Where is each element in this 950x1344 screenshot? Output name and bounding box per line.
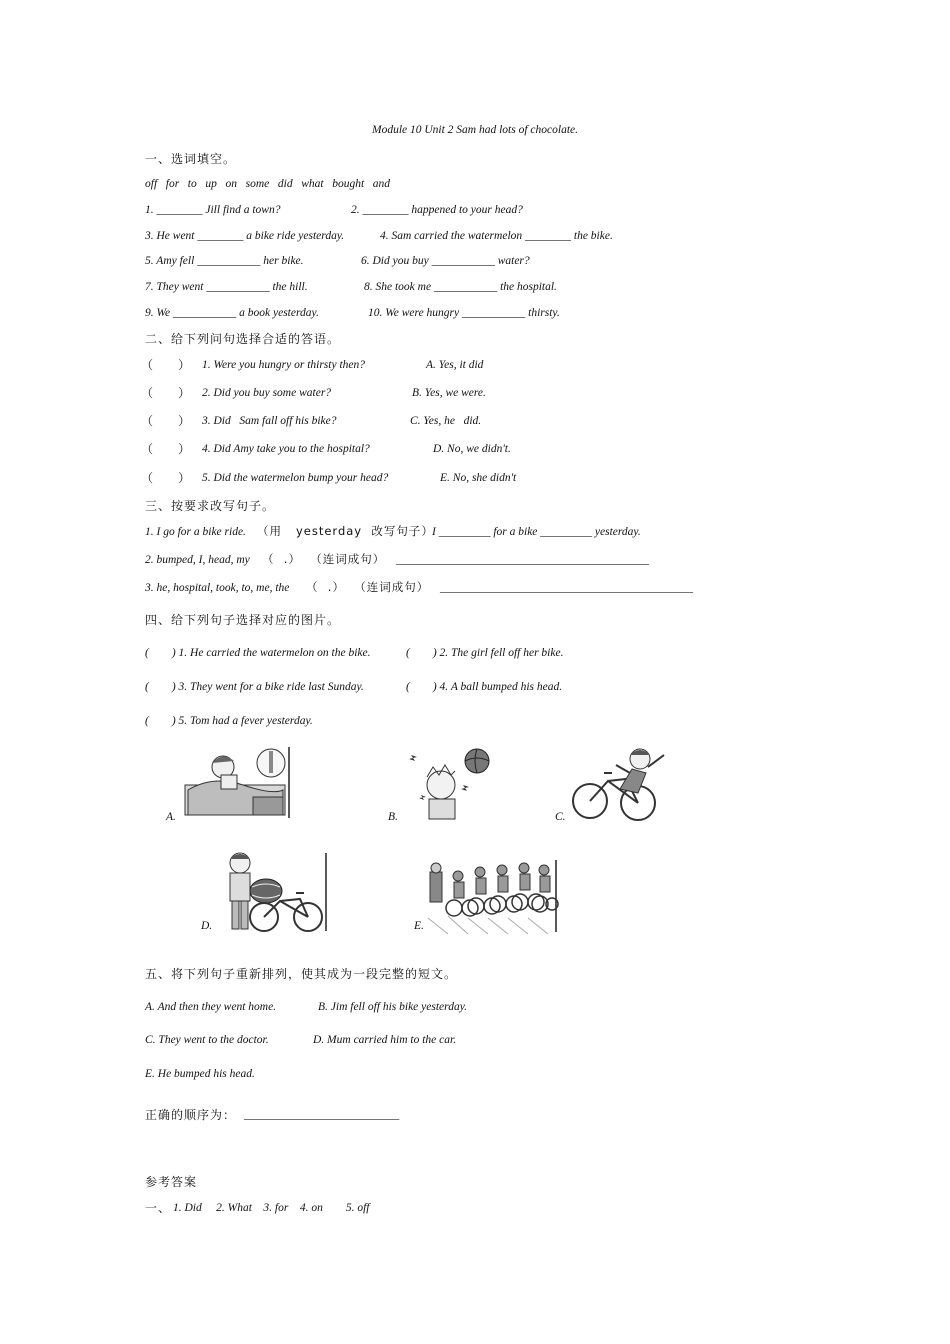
answers-prefix: 一、 xyxy=(145,1201,172,1215)
rewrite-answer-1: I _________ for a bike _________ yesterday. xyxy=(432,526,641,538)
question-2: 2. Did you buy some water? xyxy=(202,387,332,399)
section3-heading: 三、按要求改写句子。 xyxy=(145,499,276,513)
fill-item-6: 6. Did you buy ___________ water? xyxy=(361,255,530,267)
picture-label-e: E. xyxy=(414,920,424,932)
picture-d-watermelon-bike xyxy=(220,851,330,933)
fill-item-3: 3. He went ________ a bike ride yesterday. xyxy=(145,230,345,242)
picture-label-d: D. xyxy=(201,920,213,932)
question-3: 3. Did Sam fall off his bike? xyxy=(202,415,337,427)
answer-d: D. No, we didn't. xyxy=(433,443,511,455)
answer-paren: （ ） xyxy=(141,471,192,485)
answer-paren: （ ） xyxy=(141,358,192,372)
answer-e: E. No, she didn't xyxy=(440,472,517,484)
section1-heading: 一、选词填空。 xyxy=(145,152,237,166)
question-5: 5. Did the watermelon bump your head? xyxy=(202,472,389,484)
match-item-2: ( ) 2. The girl fell off her bike. xyxy=(406,647,564,659)
rewrite-instruction-3: （ .） （连词成句） xyxy=(306,580,430,594)
word-bank: off for to up on some did what bought and xyxy=(145,178,391,190)
answer-paren: （ ） xyxy=(141,414,192,428)
fill-item-8: 8. She took me ___________ the hospital. xyxy=(364,281,557,293)
picture-e-group-ride xyxy=(428,858,560,934)
picture-label-a: A. xyxy=(166,811,176,823)
fill-item-9: 9. We ___________ a book yesterday. xyxy=(145,307,319,319)
order-sentence-a: A. And then they went home. xyxy=(145,1001,277,1013)
order-label: 正确的顺序为： xyxy=(145,1108,237,1122)
rewrite-prompt-1: 1. I go for a bike ride. xyxy=(145,526,246,538)
picture-b-ball-bump xyxy=(403,745,495,820)
section2-heading: 二、给下列问句选择合适的答语。 xyxy=(145,332,341,346)
fill-item-1: 1. ________ Jill find a town? xyxy=(145,204,281,216)
order-sentence-d: D. Mum carried him to the car. xyxy=(313,1034,457,1046)
answers-line-1: 1. Did 2. What 3. for 4. on 5. off xyxy=(173,1202,370,1214)
question-1: 1. Were you hungry or thirsty then? xyxy=(202,359,366,371)
match-item-4: ( ) 4. A ball bumped his head. xyxy=(406,681,563,693)
rewrite-instruction-2: （ .） （连词成句） xyxy=(262,552,386,566)
picture-a-sick-boy xyxy=(183,745,293,820)
match-item-1: ( ) 1. He carried the watermelon on the bike. xyxy=(145,647,371,659)
rewrite-answer-line-3: ____________________________________________ xyxy=(440,582,693,594)
answers-heading: 参考答案 xyxy=(145,1175,198,1189)
fill-item-5: 5. Amy fell ___________ her bike. xyxy=(145,255,304,267)
rewrite-answer-line-2: ____________________________________________ xyxy=(396,554,649,566)
match-item-3: ( ) 3. They went for a bike ride last Sunday. xyxy=(145,681,364,693)
order-answer-line: ___________________________ xyxy=(244,1109,400,1121)
section4-heading: 四、给下列句子选择对应的图片。 xyxy=(145,613,341,627)
rewrite-instruction-1: （用 yesterday 改写句子） xyxy=(257,524,434,538)
rewrite-prompt-2: 2. bumped, I, head, my xyxy=(145,554,250,566)
answer-a: A. Yes, it did xyxy=(426,359,484,371)
answer-b: B. Yes, we were. xyxy=(412,387,486,399)
picture-c-girl-falls xyxy=(568,743,678,823)
section5-heading: 五、将下列句子重新排列，使其成为一段完整的短文。 xyxy=(145,967,458,981)
order-sentence-c: C. They went to the doctor. xyxy=(145,1034,269,1046)
answer-c: C. Yes, he did. xyxy=(410,415,482,427)
page-title: Module 10 Unit 2 Sam had lots of chocolate. xyxy=(371,124,579,136)
fill-item-10: 10. We were hungry ___________ thirsty. xyxy=(368,307,560,319)
picture-label-b: B. xyxy=(388,811,398,823)
order-sentence-e: E. He bumped his head. xyxy=(145,1068,255,1080)
fill-item-2: 2. ________ happened to your head? xyxy=(351,204,523,216)
order-sentence-b: B. Jim fell off his bike yesterday. xyxy=(318,1001,468,1013)
answer-paren: （ ） xyxy=(141,442,192,456)
fill-item-7: 7. They went ___________ the hill. xyxy=(145,281,308,293)
rewrite-prompt-3: 3. he, hospital, took, to, me, the xyxy=(145,582,290,594)
answer-paren: （ ） xyxy=(141,386,192,400)
match-item-5: ( ) 5. Tom had a fever yesterday. xyxy=(145,715,313,727)
picture-label-c: C. xyxy=(555,811,566,823)
fill-item-4: 4. Sam carried the watermelon ________ the bike. xyxy=(380,230,613,242)
question-4: 4. Did Amy take you to the hospital? xyxy=(202,443,370,455)
